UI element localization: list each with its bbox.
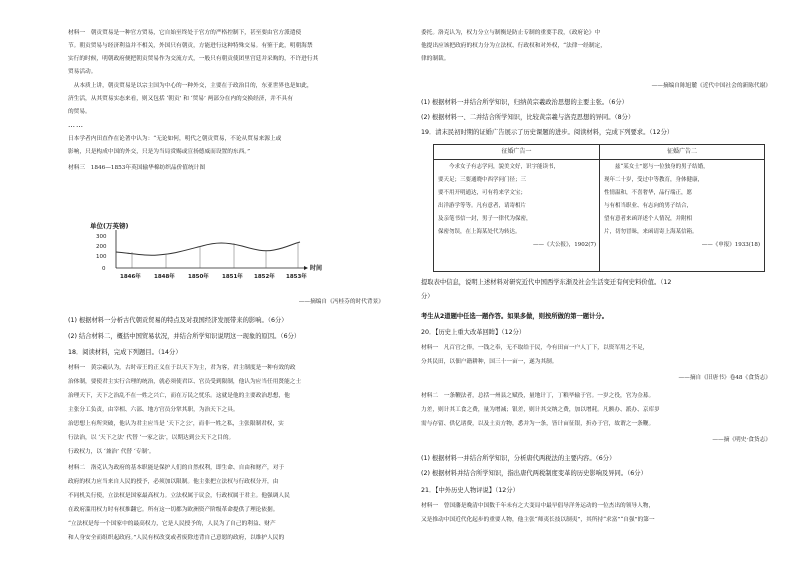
y-tick-label: 0 [102,266,106,272]
ad-2-source: ——《申报》1933(18) [701,242,760,248]
material-20a-source: ——摘自《旧唐书》卷48《食货志》 [678,375,771,381]
material-1-line: 济生活，从其贸易实态来看，则又包括 ‘朝贡’ 和 ‘贸易’ 两部分在内的交换经济，并不具有 [68,96,293,102]
material-21-line: 材料一 曾国藩是晚清中国数千年未有之大变局中最早倡导洋务运动的一位杰出的领导人物， [421,503,655,509]
ad-2-line: 望有意者来函详述个人情况，并附相 [604,216,693,222]
ad-2-line: 现年二十岁，受过中等教育，身体健康， [604,177,704,183]
material-18a-line: 主张分工负责，由宰相、六部、地方官员分掌其职，为治天下之具。 [68,407,239,413]
table-divider [599,145,600,271]
ad-2-line: 性情温和，不喜奢华，品行端正，愿 [604,190,693,196]
ad-1-source: ——《大公报》，1902(7) [532,242,596,248]
material-18a-line: 行法治，以 ‘天下之法’ 代替 ‘一家之法’，以期达到公天下之目的。 [68,435,235,441]
material-20a-line: 分其民田，以佃户籍耕种，国三十一亩一，遂为其制。 [421,359,558,365]
question-18-2: (2) 根据材料一、二并结合所学知识，比较黄宗羲与洛克思想的异同。（8分） [421,114,635,121]
material-18a-line: 行政权力，以 ‘兼治’ 代替 ‘专制’。 [68,449,155,455]
material-18b-line: 和人身安全而组织起政府。”人民有权改变或者废除违背自己意愿的政府，以维护人民的 [68,535,285,541]
ad-2-text [604,161,760,252]
material-20a-line: 材料一 凡百官之俸，一钱之奉，无不取给于民，今有田亩一户人丁下，以资军用之不足， [421,345,649,351]
material-18b-cont-line: 委托。洛克认为，权力分立与制衡是防止专制的重要手段，《政府论》中 [421,30,601,36]
x-tick-label: 1846年 [120,274,141,280]
ellipsis: …… [68,121,84,129]
right-page [397,0,794,562]
question-19: 19．清末民初时期的证婚广告展示了历史课题的进步。阅读材料，完成下列要求。（12分） [421,129,674,136]
question-20-2: (2) 根据材料并结合所学知识，指出唐代两税制度变革的历史影响及异同。（6分） [421,470,647,477]
ad-2-header: 征婚广告二 [600,145,764,160]
ad-1-line: 出洋游学等等。凡有意者，请寄相片 [438,203,527,209]
material-21-line: 又是推动中国近代化起步的重要人物，他主张“师夷长技以制夷”，其所持“求富”“自强”的第一 [421,517,655,523]
material-18b-cont-line: 律的制裁。 [421,56,450,62]
x-tick-label: 1852年 [254,274,275,280]
material-18b-cont-line: 他提出应该把政府的权力分为立法权、行政权和对外权，“法律一经制定， [421,43,606,49]
material-18b-line: 政府的权力应当来自人民的授予，必须加以限制。他主张把立法权与行政权分开，由 [68,479,279,485]
question-21: 21．【中外历史人物评说】（12分） [421,487,519,494]
ad-1-line: 要不用开明通达，可有将来学文宝； [438,190,527,196]
chart-source: ——摘编自《冯桂芬的时代背景》 [298,299,384,305]
material-1-line: 节。朝贡贸易与经济利益并不相关，外国只有朝贡，方能进行这种特殊交易。有鉴于此，明朝海禁 [68,43,313,49]
x-axis-arrow [304,266,308,270]
material-1-line: 日本学者内田直作在论著中认为：“无论如何，明代之朝贡贸易，不论从贸易来源上或 [68,136,282,142]
material-20b-line: 力差，则计其工食之费，量为增减；银差，则计其交纳之费，加以增耗。凡额办、派办、京库岁 [421,407,660,413]
ad-1-line: 及亲笔书信一封，男子一律代为保密， [438,216,532,222]
chart-ylabel: 单位(万英镑) [90,222,129,230]
material-20b-source: ——摘《明史·食货志》 [712,437,771,443]
material-18b-line: “立法权是每一个国家中的最高权力，它是人民授予的，人民为了自己的利益、财产 [68,521,276,527]
y-tick-label: 300 [96,234,107,240]
ad-1-line: 保密勿误，在上海某处代为转达。 [438,229,521,235]
material-18a-line: 治体制，要使君主实行合理的统治，就必须使君臣、官员受到限制，他认为应当任用贤能之士 [68,379,302,385]
ad-1-line: 今求女子有志学问，貌美文好，识字能读书， [438,164,560,170]
y-tick-label: 100 [96,254,107,260]
x-tick-label: 1850年 [188,274,209,280]
ad-1-header: 征婚广告一 [434,145,599,160]
question-19-text: 提取表中信息，说明上述材料对研究近代中国西学东渐及社会生活变迁有何史料价值。（12 [421,279,672,286]
material-1-line: 影响，只是构成中国的外交，只是为当局赏赐或宣扬德威而设置的东西。” [68,149,251,155]
trade-value-chart [86,222,346,284]
material-3-title: 材料三 1846—1853年英国输华棉纺织品价值统计图 [68,165,206,171]
elective-notice: 考生从2道题中任选一题作答。如果多做，则按所做的第一题计分。 [421,313,608,320]
question-19-text: 分） [421,293,434,300]
ad-1-text [438,161,596,252]
marriage-ad-table [433,144,765,272]
material-18a-line: 材料一 黄宗羲认为，古时帝王的正义在于以天下为主，君为客，君主制度是一种有效的政 [68,365,296,371]
chart-xlabel: 时间 [310,265,323,272]
material-18a-line: 治理天下，天下之治乱不在一姓之兴亡，而在万民之忧乐。这就是他的主要政治思想，他 [68,393,290,399]
material-18b-line: 在政府滥用权力时有权推翻它。所有这一切都为欧洲资产阶级革命提供了理论依据。 [68,507,279,513]
material-1-line: 的贸易。 [68,109,91,115]
x-tick-label: 1853年 [286,274,307,280]
material-1-line: 贸易活动。 [68,69,97,75]
ad-2-line: 片，切勿冒昧，来函请寄上海某信箱。 [604,229,698,235]
material-18b-line: 不同机关行使，立法权是国家最高权力。立法权属于议会，行政权属于君主。他强调人民 [68,493,290,499]
material-1-line: 实行的时候，明朝政府便把朝贡贸易作为交流方式，一般只有朝贡使团里宫廷并采购的，不许进行其 [68,56,319,62]
question-2: (2) 结合材料二，概括中国贸易状况，并结合所学知识说明这一现象的原因。（6分） [68,333,301,340]
question-18-1: (1) 根据材料一并结合所学知识，归纳黄宗羲政治思想的主要主张。（6分） [421,99,628,106]
material-18a-line: 治思想上有所突破，他认为君主应当是 ‘天下之公’，而非一姓之私，主张限制君权，实 [68,421,284,427]
ad-1-line: 要天足；三要通晓中西学问门径；三 [438,177,527,183]
material-18-source: ——摘编自陈旭麓《近代中国社会的新陈代谢》 [651,83,771,89]
question-1: (1) 根据材料一分析古代朝贡贸易的特点及对我国经济发展带来的影响。（6分） [68,317,288,324]
material-1-line: 从本质上讲，朝贡贸易是以宗主国为中心的一种外交，主要在于政治目的，东亚世界也是如此， [68,83,313,89]
x-tick-label: 1848年 [154,274,175,280]
question-20-1: (1) 根据材料一并结合所学知识，分析唐代两税法的主要内容。（6分） [421,455,616,462]
material-20b-line: 需与存留、供亿诸费，以及土贡方物，悉并为一条，皆计亩征银，折办于官，故谓之一条鞭。 [421,421,655,427]
series-line [116,242,300,255]
ad-2-line: 与有相当职业、有志向的男子结合， [604,203,693,209]
question-20: 20．【历史上重大改革回眸】（12分） [421,329,526,336]
material-1-line: 材料一 朝贡贸易是一种官方贸易，它自始至终处于官方的严格控制下，甚至要由官方派遣使 [68,30,302,36]
material-18b-line: 材料二 洛克认为政府的基本职能是保护人们的自然权利，即生命、自由和财产，对于 [68,465,285,471]
question-18: 18．阅读材料，完成下列题目。（14分） [68,349,182,356]
ad-2-line: 兹“某女士”愿与一位独身的男子结婚， [604,164,709,170]
material-20b-line: 材料二 一条鞭法者，总括一州县之赋役，量地计丁，丁粮毕输于官。一岁之役，官为佥募。 [421,393,655,399]
x-tick-label: 1851年 [222,274,243,280]
y-tick-label: 200 [96,244,107,250]
